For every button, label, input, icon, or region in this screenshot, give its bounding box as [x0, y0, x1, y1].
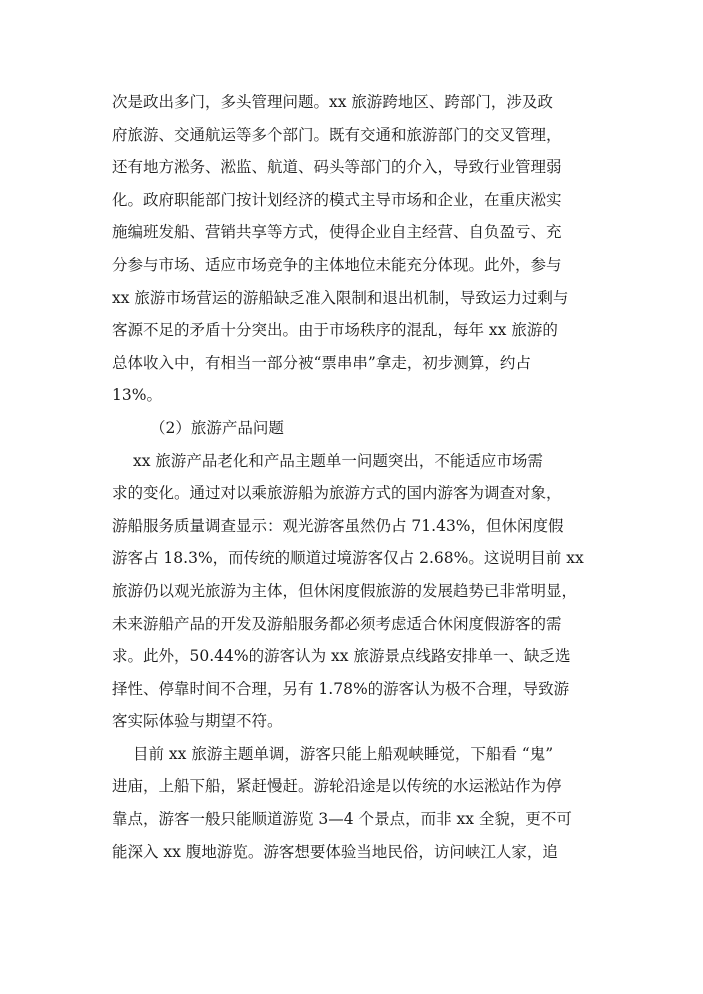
text-line: 未来游船产品的开发及游船服务都必须考虑适合休闲度假游客的需 — [112, 614, 562, 633]
text-line: xx 旅游产品老化和产品主题单一问题突出，不能适应市场需 — [133, 451, 543, 470]
text-line: 进庙，上船下船，紧赶慢赶。游轮沿途是以传统的水运淞站作为停 — [112, 777, 562, 796]
text-line: 旅游仍以观光旅游为主体，但休闲度假旅游的发展趋势已非常明显， — [112, 581, 578, 600]
section-heading: （2）旅游产品问题 — [150, 418, 284, 437]
text-line: 游船服务质量调查显示：观光游客虽然仍占 71.43%，但休闲度假 — [112, 516, 564, 535]
text-line: 靠点，游客一般只能顺道游览 3—4 个景点，而非 xx 全貌，更不可 — [112, 810, 572, 829]
text-line: 施编班发船、营销共享等方式，使得企业自主经营、自负盈亏、充 — [112, 223, 562, 242]
text-line: 能深入 xx 腹地游览。游客想要体验当地民俗，访问峡江人家，追 — [112, 842, 558, 861]
text-line: 分参与市场、适应市场竞争的主体地位未能充分体现。此外，参与 — [112, 255, 562, 274]
text-line: xx 旅游市场营运的游船缺乏准入限制和退出机制，导致运力过剩与 — [112, 288, 569, 307]
text-line: 求。此外，50.44%的游客认为 xx 旅游景点线路安排单一、缺乏选 — [112, 647, 571, 666]
text-line: 13%。 — [112, 386, 162, 405]
text-line: 求的变化。通过对以乘旅游船为旅游方式的国内游客为调查对象， — [112, 484, 562, 503]
text-line: 化。政府职能部门按计划经济的模式主导市场和企业，在重庆淞实 — [112, 190, 562, 209]
text-line: 择性、停靠时间不合理，另有 1.78%的游客认为极不合理，导致游 — [112, 679, 570, 698]
text-line: 还有地方淞务、淞监、航道、码头等部门的介入，导致行业管理弱 — [112, 158, 562, 177]
text-line: 目前 xx 旅游主题单调，游客只能上船观峡睡觉，下船看 “鬼” — [133, 744, 554, 763]
body-text — [112, 86, 612, 868]
text-line: 次是政出多门，多头管理问题。xx 旅游跨地区、跨部门，涉及政 — [112, 93, 553, 111]
text-line: 游客占 18.3%，而传统的顺道过境游客仅占 2.68%。这说明目前 xx — [112, 549, 584, 568]
text-line: 府旅游、交通航运等多个部门。既有交通和旅游部门的交叉管理， — [112, 125, 562, 144]
text-line: 客源不足的矛盾十分突出。由于市场秩序的混乱，每年 xx 旅游的 — [112, 321, 558, 340]
text-line: 客实际体验与期望不符。 — [112, 712, 283, 731]
text-line: 总体收入中，有相当一部分被“票串串”拿走，初步测算，约占 — [112, 353, 531, 372]
